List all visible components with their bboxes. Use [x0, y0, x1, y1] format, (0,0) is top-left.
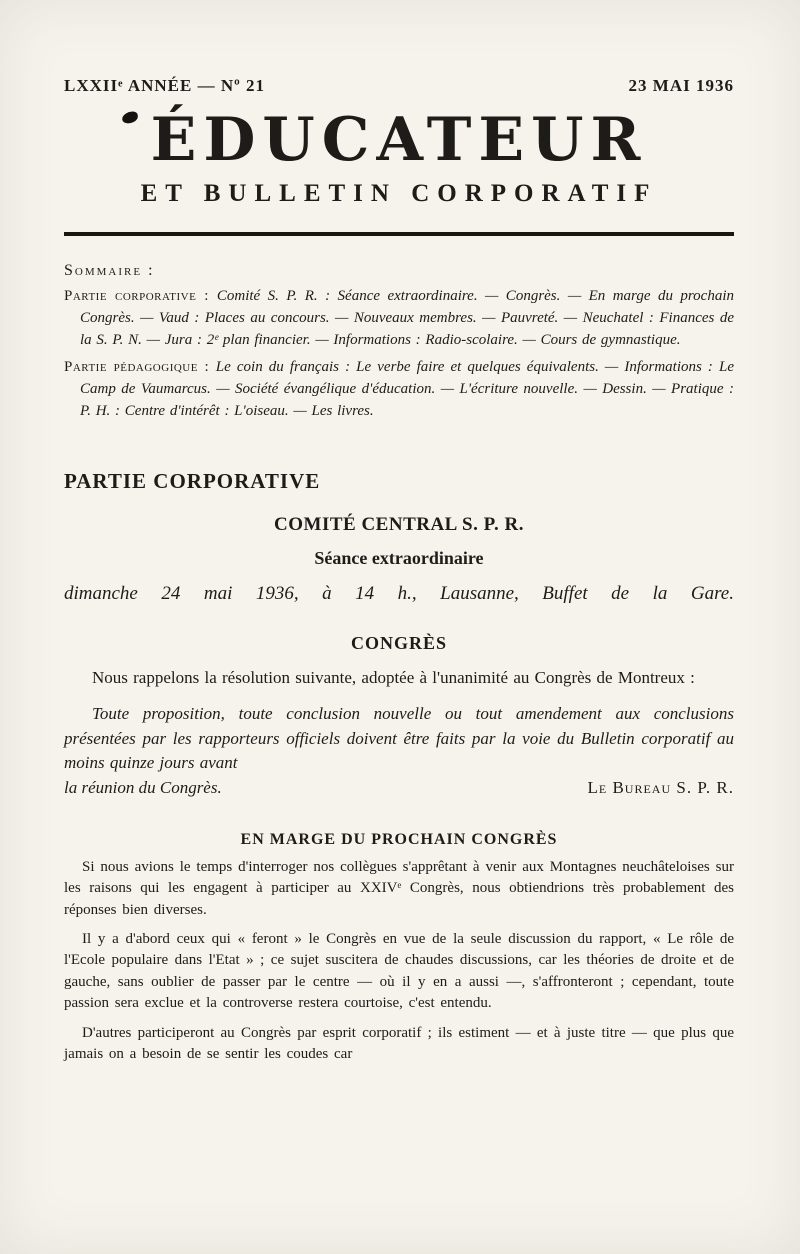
sommaire-item-text: Le coin du français : Le verbe faire et quelques équivalents. — Informations : Le Camp de Vaumarcus. — Société évangélique d'éducation. — L'écriture nouvelle. — Dessin. — Pratique : P. H. : Centre d'intérêt : L'oiseau. — Les livres.: [80, 359, 734, 419]
masthead-topline: [64, 76, 734, 96]
congres-resolution-end: la réunion du Congrès.: [64, 778, 222, 798]
journal-subtitle: ET BULLETIN CORPORATIF: [140, 180, 658, 207]
sommaire-item-corporative: [64, 286, 734, 351]
en-marge-paragraph: Il y a d'abord ceux qui « feront » le Congrès en vue de la seule discussion du rapport, « Le rôle de l'Ecole populaire dans l'Etat » ; ce sujet suscitera de chaudes discussions, car les théories de droite et de gauche, sans oublier de passer par le centre — où il y en a aussi —, s'affronteront ; cependant, toute passion sera exclue et la controverse restera courtoise, c'est entendu.: [64, 931, 734, 1012]
meeting-details: dimanche 24 mai 1936, à 14 h., Lausanne, Buffet de la Gare.: [64, 582, 734, 604]
sommaire-item-text: Comité S. P. R. : Séance extraordinaire. — Congrès. — En marge du prochain Congrès. — Vaud : Places au concours. — Nouveaux membres. — Pauvreté. — Neuchatel : Finances de la S. P. N. — Jura : 2ᵉ plan financier. — Informations : Radio-scolaire. — Cours de gymnastique.: [80, 288, 734, 348]
sommaire-heading: Sommaire :: [64, 262, 155, 279]
seance-extraordinaire-title: Séance extraordinaire: [314, 547, 484, 568]
sommaire-item-pedagogique: [64, 357, 734, 422]
issue-date: 23 MAI 1936: [628, 76, 734, 95]
volume-number: LXXIIᵉ ANNÉE — Nº 21: [64, 76, 265, 95]
congres-paragraph-intro: Nous rappelons la résolution suivante, adoptée à l'unanimité au Congrès de Montreux :: [92, 667, 695, 687]
sommaire-item-label: Partie pédagogique :: [64, 359, 216, 376]
congres-resolution-text: Toute proposition, toute conclusion nouvelle ou tout amendement aux conclusions présentées par les rapporteurs officiels doivent être faits par la voie du Bulletin corporatif au moins quinze jours avant: [64, 704, 734, 773]
congres-heading: CONGRÈS: [350, 632, 447, 653]
sommaire-section: [64, 262, 734, 423]
en-marge-paragraph: Si nous avions le temps d'interroger nos collègues s'apprêtant à venir aux Montagnes neuchâteloises sur les raisons qui les engagent à participer au XXIVᵉ Congrès, nous obtiendrions très probablement des réponses bien diverses.: [64, 858, 734, 918]
congres-signature-line: [64, 776, 734, 801]
en-marge-paragraph: D'autres participeront au Congrès par esprit corporatif ; ils estiment — et à juste titre — que plus que jamais on a besoin de se sentir les coudes car: [64, 1024, 734, 1063]
committee-central-title: COMITÉ CENTRAL S. P. R.: [274, 513, 524, 535]
journal-title: ÉDUCATEUR: [150, 105, 648, 175]
bureau-signature: Le Bureau S. P. R.: [587, 778, 734, 798]
en-marge-heading: EN MARGE DU PROCHAIN CONGRÈS: [240, 830, 558, 848]
article-body: [64, 469, 734, 1066]
masthead-rule: [64, 232, 734, 236]
masthead: [64, 76, 734, 236]
section-title-partie-corporative: PARTIE CORPORATIVE: [64, 468, 321, 493]
sommaire-item-label: Partie corporative :: [64, 288, 217, 304]
